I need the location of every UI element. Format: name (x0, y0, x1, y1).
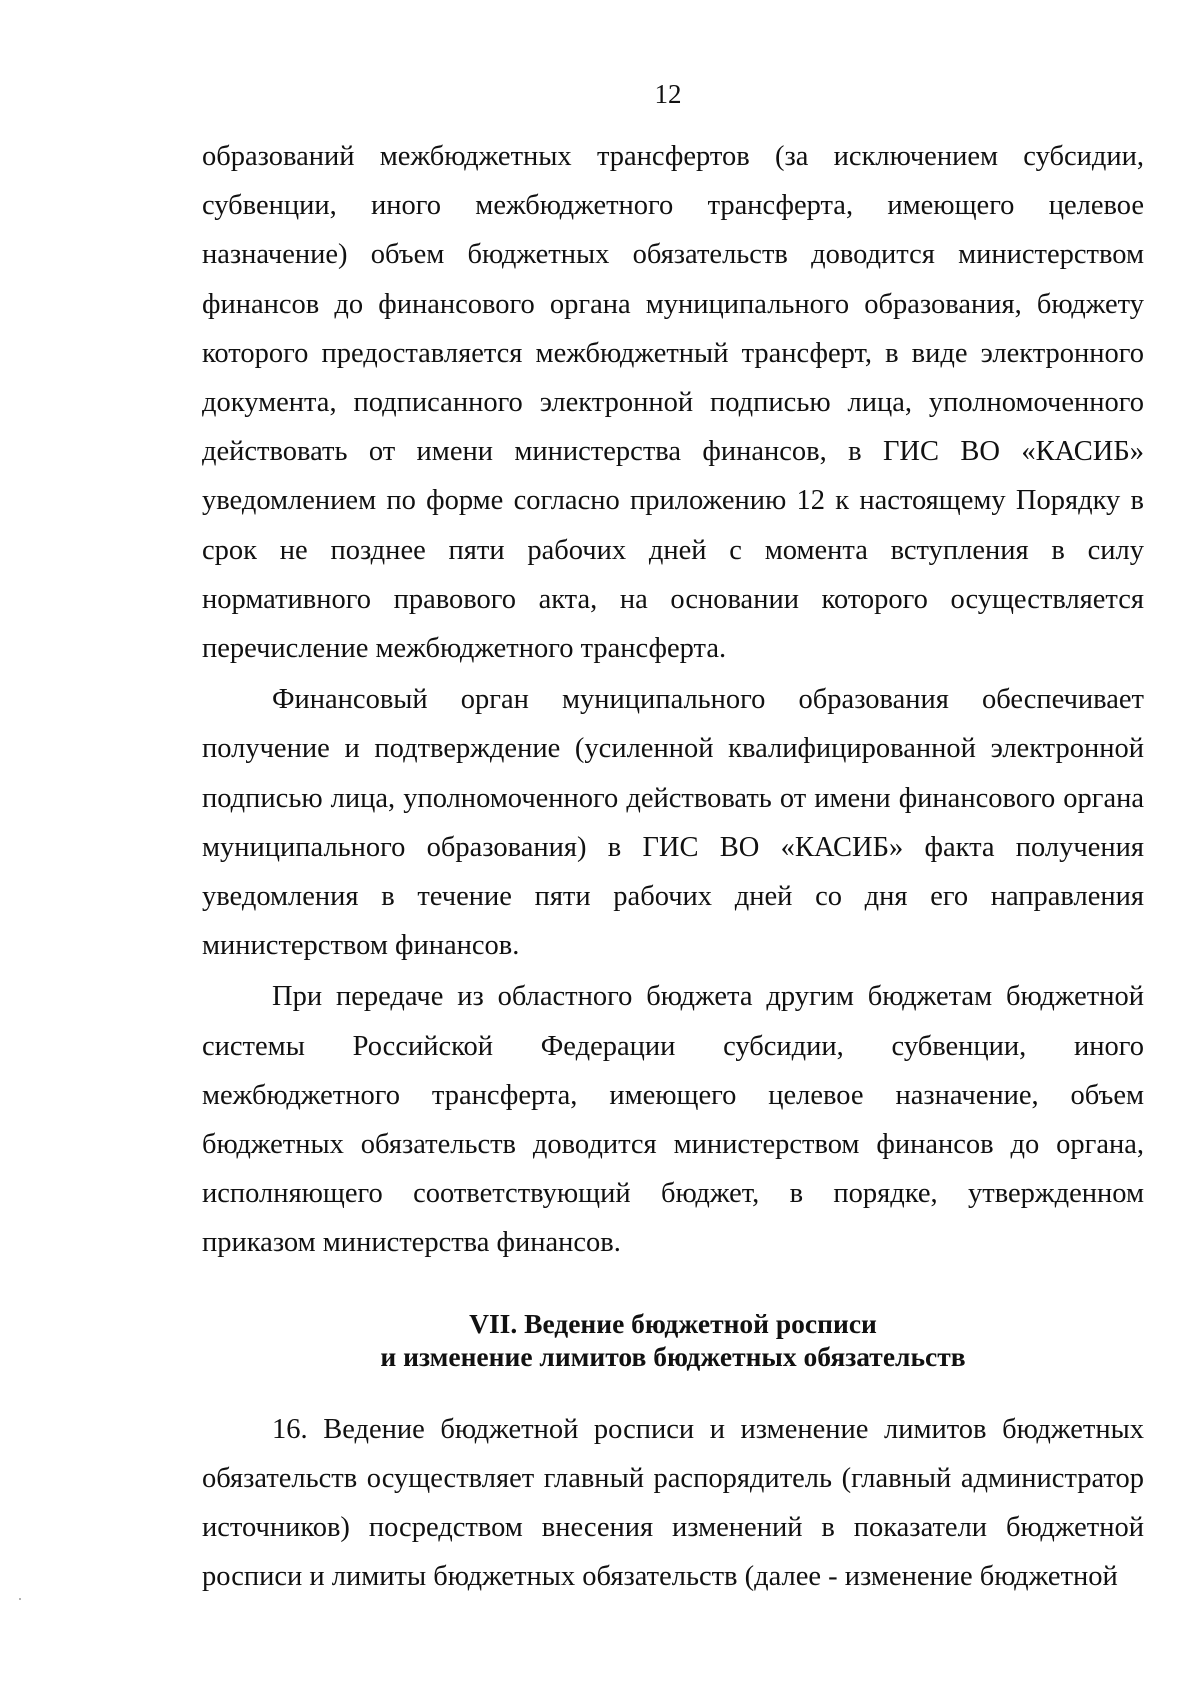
page-number: 12 (654, 79, 682, 109)
paragraph-financial-body-confirmation: Финансовый орган муниципального образования обеспечивает получение и подтверждение (усиленной квалифицированной электронной подписью лица, уполномоченного действовать от имени финансового органа муниципального образования) в ГИС ВО «КАСИБ» факта получения уведомления в течение пяти рабочих дней со дня его направления министерством финансов. (202, 684, 1144, 962)
section-heading-line-1: VII. Ведение бюджетной росписи (469, 1307, 877, 1339)
document-body (202, 132, 1144, 1601)
scan-speck (19, 1598, 21, 1600)
paragraph-subsidy-transfer: При передаче из областного бюджета другим бюджетам бюджетной системы Российской Федерации субсидии, субвенции, иного межбюджетного трансферта, имеющего целевое назначение, объем бюджетных обязательств доводится министерством финансов до органа, исполняющего соответствующий бюджет, в порядке, утвержденном приказом министерства финансов. (202, 981, 1144, 1259)
paragraph-transfer-notification: образований межбюджетных трансфертов (за исключением субсидии, субвенции, иного межбюджетного трансферта, имеющего целевое назначение) объем бюджетных обязательств доводится министерством финансов до финансового органа муниципального образования, бюджету которого предоставляется межбюджетный трансферт, в виде электронного документа, подписанного электронной подписью лица, уполномоченного действовать от имени министерства финансов, в ГИС ВО «КАСИБ» уведомлением по форме согласно приложению 12 к настоящему Порядку в срок не позднее пяти рабочих дней с момента вступления в силу нормативного правового акта, на основании которого осуществляется перечисление межбюджетного трансферта. (202, 141, 1144, 665)
paragraph-16: 16. Ведение бюджетной росписи и изменение лимитов бюджетных обязательств осуществляет главный распорядитель (главный администратор источников) посредством внесения изменений в показатели бюджетной росписи и лимиты бюджетных обязательств (далее - изменение бюджетной (202, 1413, 1144, 1593)
section-heading (202, 1307, 1144, 1373)
section-heading-line-2: и изменение лимитов бюджетных обязательств (380, 1340, 966, 1372)
